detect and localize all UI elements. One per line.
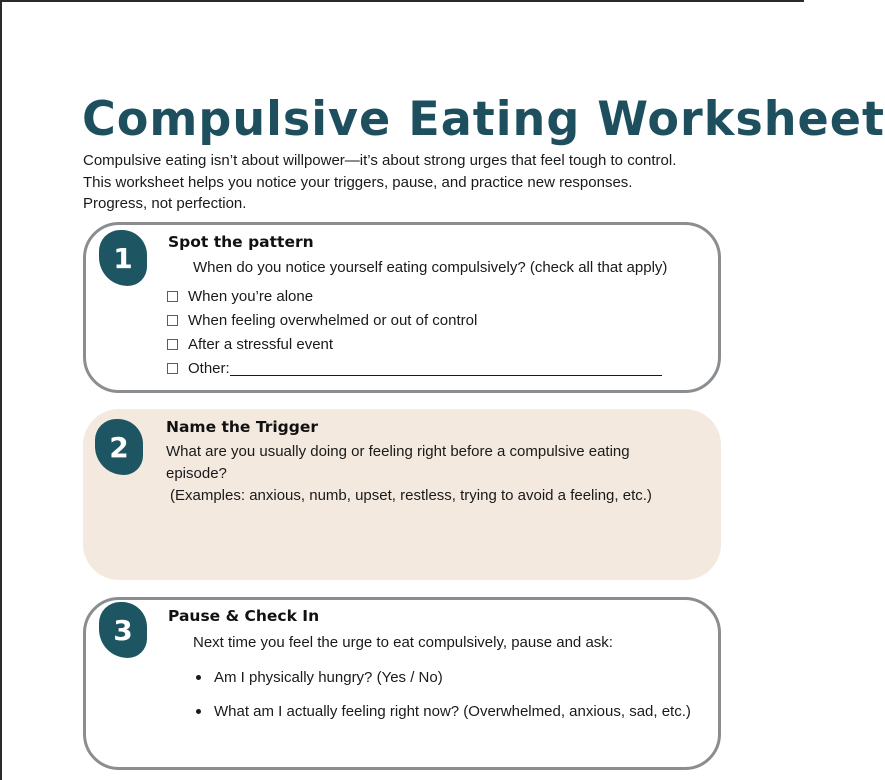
section-number-badge: 1 xyxy=(99,230,147,286)
checklist-item[interactable] xyxy=(166,308,662,332)
section-pause-check-in xyxy=(83,597,721,770)
section-title: Spot the pattern xyxy=(168,233,314,251)
section-prompt: When do you notice yourself eating compulsively? (check all that apply) xyxy=(193,259,668,276)
section-prompt: What are you usually doing or feeling right before a compulsive eating episode? xyxy=(166,443,630,482)
checklist-item-label: Other: xyxy=(188,359,230,377)
other-answer-line[interactable] xyxy=(230,361,662,376)
intro-paragraph xyxy=(83,150,733,215)
checklist-item-label: After a stressful event xyxy=(188,335,334,353)
checklist-item-label: When you’re alone xyxy=(188,287,314,305)
section-number-badge: 3 xyxy=(99,602,147,658)
checklist-item[interactable] xyxy=(166,332,662,356)
checkbox[interactable] xyxy=(167,291,178,302)
question-list xyxy=(194,667,691,735)
section-examples: (Examples: anxious, numb, upset, restless, trying to avoid a feeling, etc.) xyxy=(170,487,652,504)
list-item-text: What am I actually feeling right now? (Overwhelmed, anxious, sad, etc.) xyxy=(214,703,691,720)
list-item xyxy=(194,667,691,689)
section-title: Name the Trigger xyxy=(166,418,319,436)
section-spot-the-pattern xyxy=(83,222,721,393)
checkbox[interactable] xyxy=(167,339,178,350)
list-item xyxy=(194,701,691,723)
section-name-the-trigger xyxy=(83,409,721,580)
checkbox[interactable] xyxy=(167,315,178,326)
section-title: Pause & Check In xyxy=(168,607,320,625)
list-item-text: Am I physically hungry? (Yes / No) xyxy=(214,669,443,686)
checklist-item-label: When feeling overwhelmed or out of control xyxy=(188,311,478,329)
worksheet-title: Compulsive Eating Worksheet xyxy=(82,92,885,147)
section-prompt: Next time you feel the urge to eat compulsively, pause and ask: xyxy=(193,634,613,651)
checkbox[interactable] xyxy=(167,363,178,374)
intro-line: This worksheet helps you notice your triggers, pause, and practice new responses. xyxy=(83,173,633,191)
checklist-item[interactable] xyxy=(166,356,662,380)
intro-line: Compulsive eating isn’t about willpower—it’s about strong urges that feel tough to control. xyxy=(83,152,677,169)
checklist-item[interactable] xyxy=(166,284,662,308)
page-frame-left xyxy=(0,0,2,780)
section-number-badge: 2 xyxy=(95,419,143,475)
bullet-icon xyxy=(196,709,201,714)
checklist xyxy=(166,284,662,380)
bullet-icon xyxy=(196,675,201,680)
intro-line: Progress, not perfection. xyxy=(83,195,247,212)
page-frame-top xyxy=(0,0,804,2)
